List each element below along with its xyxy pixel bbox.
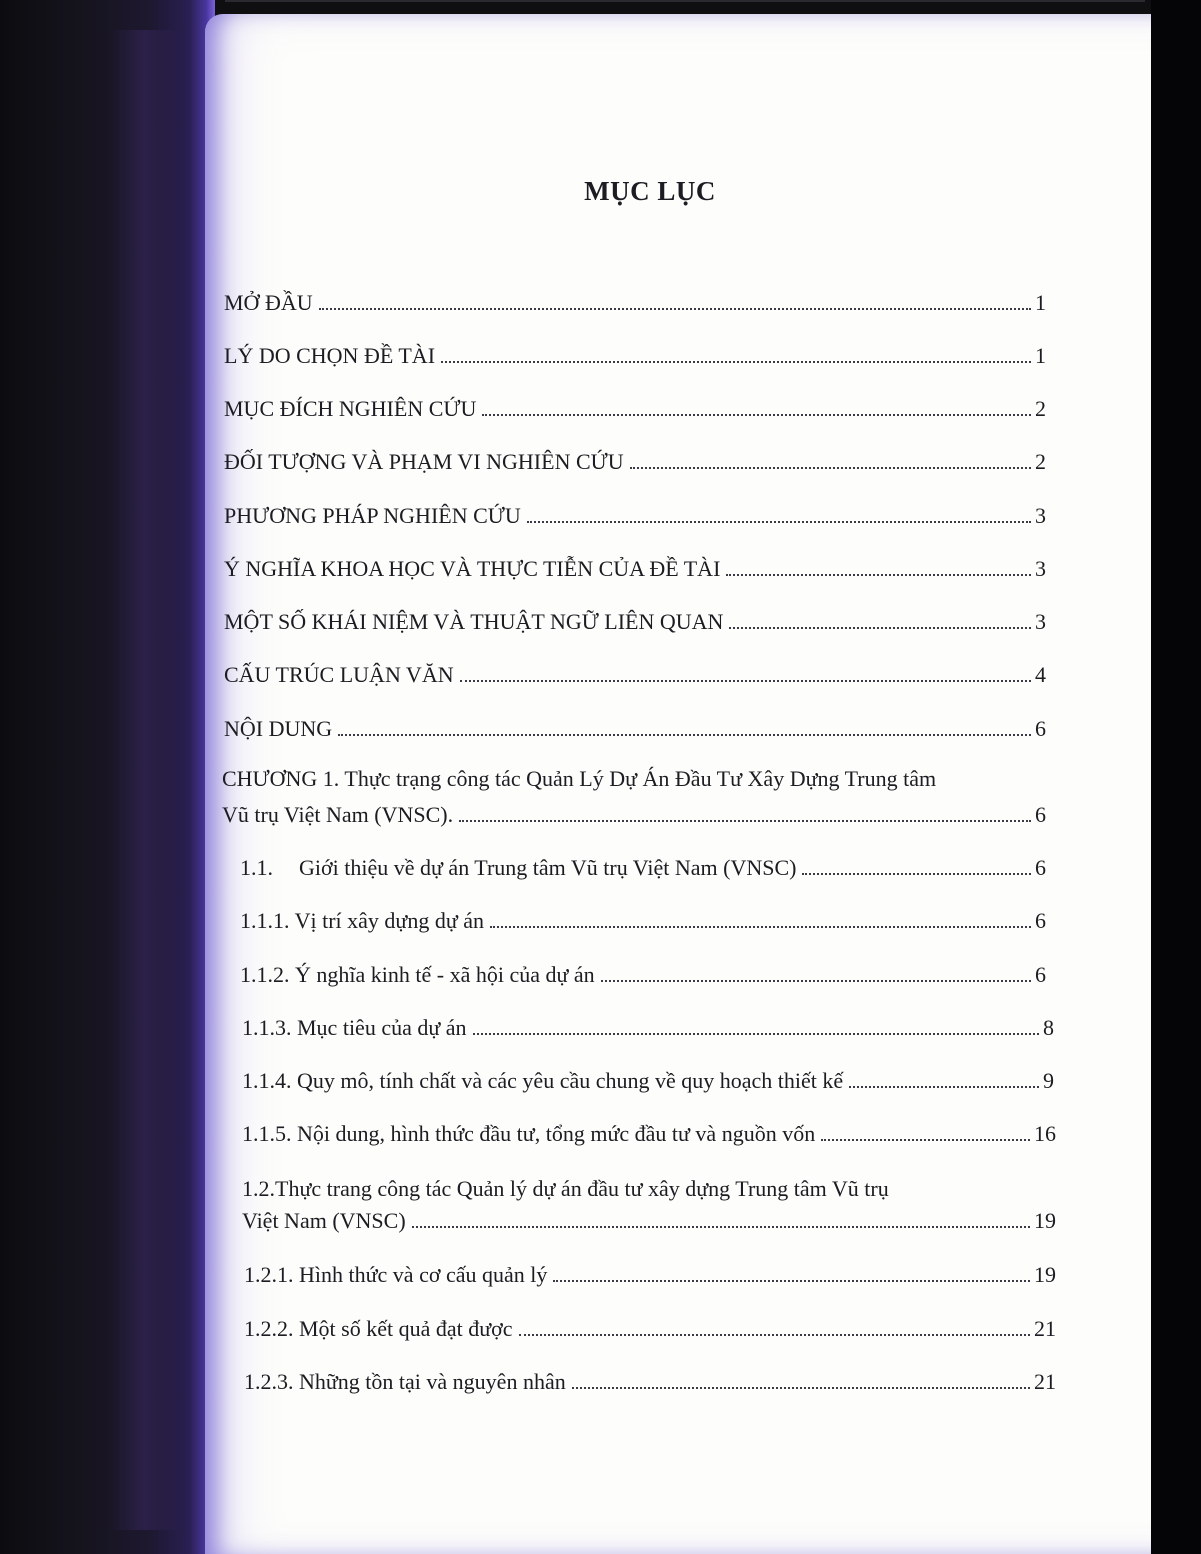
toc-entry (222, 802, 1046, 828)
binding-shadow (0, 0, 215, 1554)
toc-entry-page: 21 (1034, 1316, 1056, 1341)
section-title: Thực trang công tác Quản lý dự án đầu tư xây dựng Trung tâm Vũ trụ (275, 1176, 889, 1201)
toc-entry-page: 4 (1035, 662, 1046, 687)
dot-leader (459, 820, 1031, 822)
toc-entry-page: 6 (1035, 908, 1046, 933)
dot-leader (338, 734, 1031, 736)
toc-entry-label: Ý NGHĨA KHOA HỌC VÀ THỰC TIỄN CỦA ĐỀ TÀI (224, 556, 721, 581)
toc-entry (240, 908, 1046, 934)
toc-entry-page: 6 (1035, 716, 1046, 741)
dot-leader (601, 980, 1031, 982)
toc-entry (244, 1262, 1056, 1288)
toc-entry-page: 6 (1035, 855, 1046, 880)
toc-entry-label: 1.1.3. Mục tiêu của dự án (242, 1015, 467, 1040)
toc-entry-page: 2 (1035, 449, 1046, 474)
toc-entry-label: 1.1.5. Nội dung, hình thức đầu tư, tổng mức đầu tư và nguồn vốn (242, 1121, 816, 1146)
toc-entry-page: 2 (1035, 396, 1046, 421)
toc-entry (244, 1316, 1056, 1342)
toc-chapter-line1: CHƯƠNG 1. Thực trạng công tác Quản Lý Dự Án Đầu Tư Xây Dựng Trung tâm (222, 766, 937, 791)
dot-leader (519, 1334, 1030, 1336)
dot-leader (821, 1139, 1030, 1141)
toc-entry-label: LÝ DO CHỌN ĐỀ TÀI (224, 343, 436, 368)
toc-entry-label (240, 855, 796, 881)
toc-entry-label: MỘT SỐ KHÁI NIỆM VÀ THUẬT NGỮ LIÊN QUAN (224, 609, 724, 634)
dot-leader (460, 680, 1031, 682)
dot-leader (412, 1226, 1030, 1228)
toc-entry-page: 3 (1035, 556, 1046, 581)
right-edge (1151, 0, 1201, 1554)
toc-entry-label: PHƯƠNG PHÁP NGHIÊN CỨU (224, 503, 521, 528)
toc-entry-page: 19 (1034, 1208, 1056, 1233)
toc-entry-page: 6 (1035, 962, 1046, 987)
toc-entry-label: 1.1.2. Ý nghĩa kinh tế - xã hội của dự án (240, 962, 595, 987)
dot-leader (553, 1280, 1030, 1282)
toc-entry-page: 1 (1035, 290, 1046, 315)
section-number: 1.1. (240, 855, 273, 880)
dot-leader (441, 361, 1031, 363)
toc-entry (224, 556, 1046, 582)
toc-entry-label: 1.1.4. Quy mô, tính chất và các yêu cầu chung về quy hoạch thiết kế (242, 1068, 844, 1093)
toc-entry (224, 396, 1046, 422)
dot-leader (572, 1387, 1030, 1389)
page-title: MỤC LỤC (584, 176, 716, 206)
toc-entry (224, 343, 1046, 369)
toc-entry-label: Việt Nam (VNSC) (242, 1208, 406, 1233)
toc-entry-label: 1.2.3. Những tồn tại và nguyên nhân (244, 1369, 566, 1394)
dot-leader (473, 1033, 1039, 1035)
toc-entry (242, 1208, 1056, 1234)
toc-entry (224, 662, 1046, 688)
toc-entry (242, 1015, 1054, 1041)
toc-entry (224, 609, 1046, 635)
toc-entry-label: NỘI DUNG (224, 716, 333, 741)
section-number: 1.2. (242, 1176, 275, 1201)
dot-leader (490, 926, 1031, 928)
toc-entry-page: 21 (1034, 1369, 1056, 1394)
toc-entry-label: ĐỐI TƯỢNG VÀ PHẠM VI NGHIÊN CỨU (224, 449, 624, 474)
toc-entry (242, 1121, 1056, 1147)
toc-entry-page: 1 (1035, 343, 1046, 368)
dot-leader (802, 873, 1031, 875)
toc-entry-label: Vũ trụ Việt Nam (VNSC). (222, 802, 454, 827)
toc-entry-page: 16 (1034, 1121, 1056, 1146)
dot-leader (630, 467, 1031, 469)
toc-entry (224, 716, 1046, 742)
toc-entry-label: 1.2.2. Một số kết quả đạt được (244, 1316, 513, 1341)
toc-entry-label: MỤC ĐÍCH NGHIÊN CỨU (224, 396, 477, 421)
toc-entry-label: MỞ ĐẦU (224, 290, 313, 315)
dot-leader (729, 627, 1031, 629)
toc-content (220, 0, 1070, 1554)
toc-entry-page: 19 (1034, 1262, 1056, 1287)
toc-entry (242, 1068, 1054, 1094)
dot-leader (527, 521, 1031, 523)
toc-entry-page: 3 (1035, 609, 1046, 634)
toc-entry-page: 8 (1043, 1015, 1054, 1040)
section-title: Giới thiệu về dự án Trung tâm Vũ trụ Việt Nam (VNSC) (299, 855, 797, 880)
toc-entry (224, 290, 1046, 316)
toc-entry (240, 962, 1046, 988)
dot-leader (726, 574, 1031, 576)
toc-entry (224, 449, 1046, 475)
toc-section-line1 (242, 1176, 889, 1202)
toc-entry-page: 3 (1035, 503, 1046, 528)
toc-entry (224, 503, 1046, 529)
toc-entry-page: 9 (1043, 1068, 1054, 1093)
toc-entry-label: 1.1.1. Vị trí xây dựng dự án (240, 908, 485, 933)
binding-strip (110, 30, 180, 1530)
dot-leader (849, 1086, 1039, 1088)
toc-entry (244, 1369, 1056, 1395)
toc-entry-label: 1.2.1. Hình thức và cơ cấu quản lý (244, 1262, 548, 1287)
toc-entry-page: 6 (1035, 802, 1046, 827)
toc-entry (240, 855, 1046, 881)
dot-leader (482, 414, 1031, 416)
toc-entry-label: CẤU TRÚC LUẬN VĂN (224, 662, 454, 687)
dot-leader (319, 308, 1031, 310)
